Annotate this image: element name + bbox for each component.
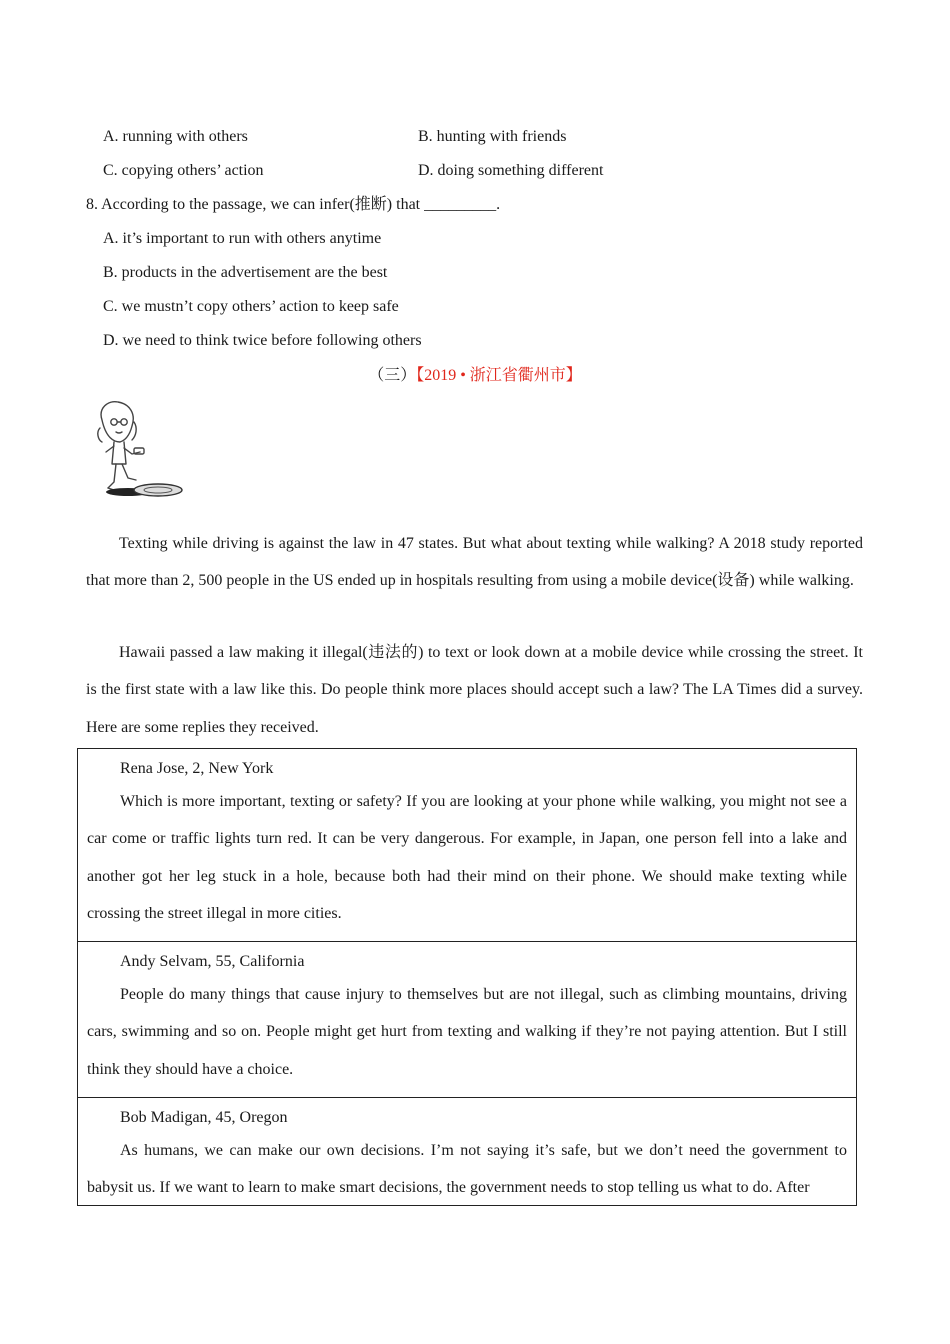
replies-table bbox=[77, 748, 857, 1206]
q8-option-b: B. products in the advertisement are the best bbox=[103, 264, 388, 281]
q7-option-d: D. doing something different bbox=[418, 162, 604, 179]
reply-text: Which is more important, texting or safety? If you are looking at your phone while walking, you might not see a car come or traffic lights turn red. It can be very dangerous. For example, in Japan, one person fell into a lake and another got her leg stuck in a hole, because both had their mind on their phone. We should make texting while crossing the street illegal in more cities. bbox=[87, 793, 847, 922]
girl-walking-illustration bbox=[90, 398, 186, 502]
reply-card bbox=[78, 1097, 856, 1205]
reply-text: People do many things that cause injury to themselves but are not illegal, such as climbing mountains, driving cars, swimming and so on. People might get hurt from texting and walking if they’re not paying attention. But I still think they should have a choice. bbox=[87, 986, 847, 1078]
q7-option-b: B. hunting with friends bbox=[418, 128, 567, 145]
reply-author: Bob Madigan, 45, Oregon bbox=[120, 1109, 288, 1126]
reply-author: Andy Selvam, 55, California bbox=[120, 953, 305, 970]
q7-option-c: C. copying others’ action bbox=[103, 162, 264, 179]
q7-option-a: A. running with others bbox=[103, 128, 248, 145]
q8-option-c: C. we mustn’t copy others’ action to keep safe bbox=[103, 298, 399, 315]
reply-card bbox=[78, 749, 856, 941]
reply-text: As humans, we can make our own decisions. I’m not saying it’s safe, but we don’t need the government to babysit us. If we want to learn to make smart decisions, the government needs to stop telling us what to do. After bbox=[87, 1142, 847, 1197]
q8-stem: 8. According to the passage, we can infer(推断) that _________. bbox=[86, 196, 501, 213]
reply-author: Rena Jose, 2, New York bbox=[120, 760, 274, 777]
passage-paragraph-2: Hawaii passed a law making it illegal(违法的) to text or look down at a mobile device while crossing the street. It is the first state with a law like this. Do people think more places should accept such a law? The LA Times did a survey. Here are some replies they received. bbox=[86, 644, 863, 736]
q8-option-d: D. we need to think twice before following others bbox=[103, 332, 422, 349]
q8-option-a: A. it’s important to run with others anytime bbox=[103, 230, 382, 247]
section-source: 【2019 • 浙江省衢州市】 bbox=[416, 367, 582, 384]
reply-card bbox=[78, 941, 856, 1097]
passage-paragraph-1: Texting while driving is against the law in 47 states. But what about texting while walking? A 2018 study reported that more than 2, 500 people in the US ended up in hospitals resulting from using a mobile device(设备) while walking. bbox=[86, 535, 863, 590]
section-heading bbox=[0, 366, 950, 386]
section-number: （三） bbox=[368, 367, 417, 384]
